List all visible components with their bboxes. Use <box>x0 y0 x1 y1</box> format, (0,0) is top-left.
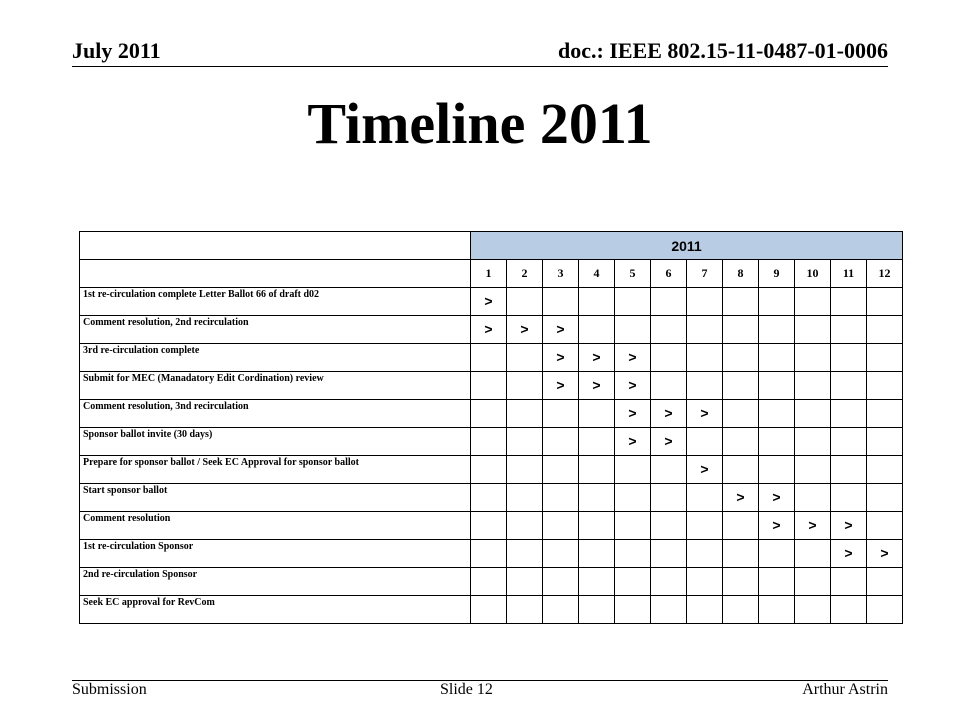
month-cell <box>723 316 759 344</box>
month-cell <box>687 568 723 596</box>
task-label: 1st re-circulation Sponsor <box>80 540 471 568</box>
month-cell <box>867 400 903 428</box>
month-cell <box>579 428 615 456</box>
month-cell <box>507 540 543 568</box>
month-cell <box>615 456 651 484</box>
month-cell <box>795 428 831 456</box>
month-cell <box>543 288 579 316</box>
table-row <box>80 288 903 316</box>
month-cell <box>579 344 615 372</box>
task-label: 1st re-circulation complete Letter Ballot 66 of draft d02 <box>80 288 471 316</box>
timeline-table <box>79 231 903 624</box>
month-cell <box>687 400 723 428</box>
schedule-arrow-icon: > <box>628 432 637 449</box>
month-header-1: 1 <box>471 260 507 288</box>
month-cell <box>759 400 795 428</box>
month-cell <box>615 596 651 624</box>
month-cell <box>543 344 579 372</box>
month-cell <box>543 316 579 344</box>
month-cell <box>795 596 831 624</box>
month-cell <box>867 512 903 540</box>
month-cell <box>471 316 507 344</box>
header-divider <box>72 66 888 67</box>
month-cell <box>687 456 723 484</box>
month-cell <box>615 288 651 316</box>
task-label: Comment resolution <box>80 512 471 540</box>
task-label: 2nd re-circulation Sponsor <box>80 568 471 596</box>
month-cell <box>687 484 723 512</box>
month-cell <box>471 400 507 428</box>
month-cell <box>615 540 651 568</box>
month-cell <box>651 596 687 624</box>
month-cell <box>651 372 687 400</box>
month-cell <box>579 316 615 344</box>
header-date: July 2011 <box>72 38 161 63</box>
schedule-arrow-icon: > <box>844 516 853 533</box>
month-cell <box>579 568 615 596</box>
month-cell <box>867 540 903 568</box>
month-cell <box>471 484 507 512</box>
schedule-arrow-icon: > <box>628 376 637 393</box>
month-cell <box>723 596 759 624</box>
month-cell <box>543 428 579 456</box>
task-label: Submit for MEC (Manadatory Edit Cordination) review <box>80 372 471 400</box>
month-cell <box>651 512 687 540</box>
schedule-arrow-icon: > <box>628 404 637 421</box>
month-cell <box>615 484 651 512</box>
month-header-blank <box>80 260 471 288</box>
footer-author: Arthur Astrin <box>802 681 888 698</box>
month-cell <box>795 400 831 428</box>
table-row <box>80 484 903 512</box>
month-cell <box>723 540 759 568</box>
table-row <box>80 456 903 484</box>
month-cell <box>723 288 759 316</box>
schedule-arrow-icon: > <box>700 460 709 477</box>
month-cell <box>543 540 579 568</box>
month-cell <box>471 288 507 316</box>
footer-submission: Submission <box>72 681 147 698</box>
month-cell <box>867 456 903 484</box>
month-cell <box>867 596 903 624</box>
month-cell <box>867 568 903 596</box>
header-doc-id: doc.: IEEE 802.15-11-0487-01-0006 <box>558 38 888 63</box>
schedule-arrow-icon: > <box>484 320 493 337</box>
month-cell <box>471 512 507 540</box>
month-cell <box>795 568 831 596</box>
footer-slide-number: Slide 12 <box>440 681 493 698</box>
month-cell <box>795 316 831 344</box>
schedule-arrow-icon: > <box>664 432 673 449</box>
month-cell <box>507 568 543 596</box>
month-cell <box>579 540 615 568</box>
month-cell <box>471 372 507 400</box>
month-cell <box>759 316 795 344</box>
month-cell <box>723 456 759 484</box>
month-cell <box>543 484 579 512</box>
month-cell <box>867 484 903 512</box>
month-cell <box>579 400 615 428</box>
month-cell <box>759 540 795 568</box>
month-header-5: 5 <box>615 260 651 288</box>
month-cell <box>507 484 543 512</box>
month-cell <box>795 484 831 512</box>
schedule-arrow-icon: > <box>880 544 889 561</box>
task-label: Prepare for sponsor ballot / Seek EC Approval for sponsor ballot <box>80 456 471 484</box>
month-cell <box>615 372 651 400</box>
table-row <box>80 596 903 624</box>
task-label: Seek EC approval for RevCom <box>80 596 471 624</box>
month-cell <box>759 596 795 624</box>
month-cell <box>759 372 795 400</box>
month-cell <box>615 400 651 428</box>
month-cell <box>831 288 867 316</box>
month-cell <box>615 512 651 540</box>
month-cell <box>867 428 903 456</box>
month-cell <box>795 344 831 372</box>
month-cell <box>579 288 615 316</box>
month-cell <box>831 372 867 400</box>
month-cell <box>471 428 507 456</box>
month-cell <box>615 344 651 372</box>
month-header-11: 11 <box>831 260 867 288</box>
month-cell <box>507 288 543 316</box>
task-label: Start sponsor ballot <box>80 484 471 512</box>
month-header-6: 6 <box>651 260 687 288</box>
month-cell <box>831 428 867 456</box>
table-row <box>80 344 903 372</box>
month-cell <box>507 428 543 456</box>
schedule-arrow-icon: > <box>772 488 781 505</box>
schedule-arrow-icon: > <box>556 320 565 337</box>
month-cell <box>471 456 507 484</box>
task-label: 3rd re-circulation complete <box>80 344 471 372</box>
month-cell <box>543 456 579 484</box>
month-cell <box>795 372 831 400</box>
month-cell <box>687 596 723 624</box>
month-cell <box>651 428 687 456</box>
year-header-blank <box>80 232 471 260</box>
table-row <box>80 540 903 568</box>
month-cell <box>543 400 579 428</box>
schedule-arrow-icon: > <box>736 488 745 505</box>
schedule-arrow-icon: > <box>772 516 781 533</box>
month-header-8: 8 <box>723 260 759 288</box>
month-cell <box>795 512 831 540</box>
month-cell <box>867 288 903 316</box>
month-cell <box>471 344 507 372</box>
task-label: Sponsor ballot invite (30 days) <box>80 428 471 456</box>
month-cell <box>579 596 615 624</box>
month-cell <box>795 456 831 484</box>
month-header-4: 4 <box>579 260 615 288</box>
month-cell <box>759 428 795 456</box>
month-cell <box>687 288 723 316</box>
month-cell <box>651 484 687 512</box>
month-cell <box>579 456 615 484</box>
month-cell <box>687 512 723 540</box>
month-cell <box>507 596 543 624</box>
month-cell <box>579 484 615 512</box>
month-cell <box>723 568 759 596</box>
month-cell <box>687 372 723 400</box>
month-cell <box>867 344 903 372</box>
month-cell <box>507 456 543 484</box>
month-header-2: 2 <box>507 260 543 288</box>
month-header-7: 7 <box>687 260 723 288</box>
month-cell <box>579 372 615 400</box>
schedule-arrow-icon: > <box>556 348 565 365</box>
month-cell <box>723 344 759 372</box>
month-cell <box>651 456 687 484</box>
month-cell <box>651 288 687 316</box>
month-cell <box>867 372 903 400</box>
month-header-10: 10 <box>795 260 831 288</box>
month-cell <box>687 316 723 344</box>
schedule-arrow-icon: > <box>628 348 637 365</box>
month-cell <box>651 540 687 568</box>
month-cell <box>471 568 507 596</box>
month-cell <box>615 568 651 596</box>
schedule-arrow-icon: > <box>592 348 601 365</box>
month-cell <box>831 596 867 624</box>
year-header-row <box>80 232 903 260</box>
month-cell <box>831 540 867 568</box>
month-cell <box>831 512 867 540</box>
month-cell <box>723 484 759 512</box>
month-cell <box>831 568 867 596</box>
month-cell <box>507 512 543 540</box>
schedule-arrow-icon: > <box>484 292 493 309</box>
table-row <box>80 428 903 456</box>
month-cell <box>831 316 867 344</box>
month-cell <box>867 316 903 344</box>
month-cell <box>759 288 795 316</box>
month-cell <box>507 400 543 428</box>
month-cell <box>651 344 687 372</box>
schedule-arrow-icon: > <box>844 544 853 561</box>
month-cell <box>759 456 795 484</box>
month-cell <box>831 344 867 372</box>
table-row <box>80 568 903 596</box>
table-row <box>80 316 903 344</box>
schedule-arrow-icon: > <box>592 376 601 393</box>
month-cell <box>543 596 579 624</box>
schedule-arrow-icon: > <box>556 376 565 393</box>
month-cell <box>687 344 723 372</box>
month-cell <box>831 484 867 512</box>
month-cell <box>471 540 507 568</box>
month-header-12: 12 <box>867 260 903 288</box>
month-cell <box>615 428 651 456</box>
schedule-arrow-icon: > <box>664 404 673 421</box>
month-cell <box>507 316 543 344</box>
month-cell <box>723 400 759 428</box>
month-cell <box>759 484 795 512</box>
month-cell <box>795 288 831 316</box>
month-cell <box>543 568 579 596</box>
month-cell <box>651 568 687 596</box>
month-cell <box>831 456 867 484</box>
month-cell <box>687 428 723 456</box>
table-row <box>80 372 903 400</box>
month-cell <box>723 372 759 400</box>
slide-title: Timeline 2011 <box>307 91 653 156</box>
month-cell <box>723 512 759 540</box>
schedule-arrow-icon: > <box>808 516 817 533</box>
month-cell <box>723 428 759 456</box>
month-cell <box>795 540 831 568</box>
month-cell <box>615 316 651 344</box>
month-cell <box>759 344 795 372</box>
month-cell <box>759 512 795 540</box>
schedule-arrow-icon: > <box>700 404 709 421</box>
month-cell <box>507 344 543 372</box>
month-cell <box>651 316 687 344</box>
month-header-9: 9 <box>759 260 795 288</box>
task-label: Comment resolution, 2nd recirculation <box>80 316 471 344</box>
month-cell <box>831 400 867 428</box>
month-header-3: 3 <box>543 260 579 288</box>
table-row <box>80 512 903 540</box>
month-cell <box>579 512 615 540</box>
schedule-arrow-icon: > <box>520 320 529 337</box>
table-row <box>80 400 903 428</box>
task-label: Comment resolution, 3nd recirculation <box>80 400 471 428</box>
month-cell <box>759 568 795 596</box>
month-cell <box>507 372 543 400</box>
month-cell <box>543 512 579 540</box>
month-cell <box>651 400 687 428</box>
month-cell <box>687 540 723 568</box>
month-cell <box>471 596 507 624</box>
month-header-row <box>80 260 903 288</box>
year-header: 2011 <box>471 232 903 260</box>
month-cell <box>543 372 579 400</box>
